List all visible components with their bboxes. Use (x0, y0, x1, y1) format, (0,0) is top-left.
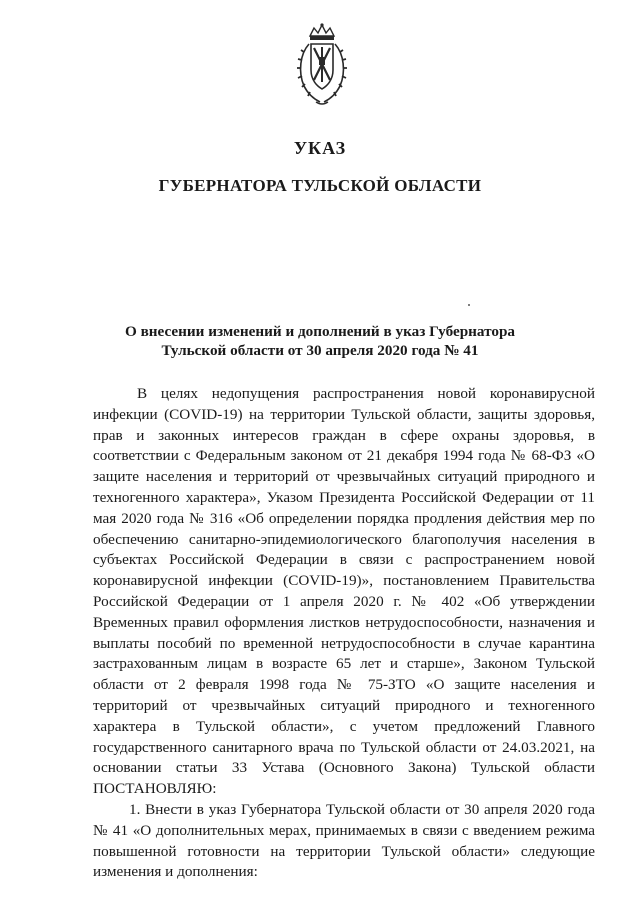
document-issuer: ГУБЕРНАТОРА ТУЛЬСКОЙ ОБЛАСТИ (158, 176, 482, 195)
document-body (93, 384, 595, 883)
document-title: УКАЗ (293, 138, 347, 158)
subject-line-2: Тульской области от 30 апреля 2020 года № 41 (161, 342, 479, 359)
clause-1-paragraph: 1. Внести в указ Губернатора Тульской области от 30 апреля 2020 года № 41 «О дополнительных мерах, принимаемых в связи с введением режима повышенной готовности на территории Тульской области» следующие изменения и дополнения: (93, 800, 595, 881)
preamble-paragraph: В целях недопущения распространения новой коронавирусной инфекции (COVID-19) на территории Тульской области, защиты здоровья, прав и законных интересов граждан в сфере охраны здоровья, в соответствии с Федеральным законом от 21 декабря 1994 года № 68-ФЗ «О защите населения и территорий от чрезвычайных ситуаций природного и техногенного характера», Указом Президента Российской Федерации от 11 мая 2020 года № 316 «Об определении порядка продления действия мер по обеспечению санитарно-эпидемиологического благополучия населения в субъектах Российской Федерации в связи с распространением новой коронавирусной инфекции (COVID-19)», постановлением Правительства Российской Федерации от 1 апреля 2020 г. № 402 «Об утверждении Временных правил оформления листков нетрудоспособности, назначения и выплаты пособий по временной нетрудоспособности в случае карантина застрахованным лицам в возрасте 65 лет и старше», Законом Тульской области от 2 февраля 1998 года № 75-ЗТО «О защите населения и территорий от чрезвычайных ситуаций природного и техногенного характера в Тульской области», с учетом предложений Главного государственного санитарного врача по Тульской области от 24.03.2021, на основании статьи 33 Устава (Основного Закона) Тульской области ПОСТАНОВЛЯЮ: (93, 385, 595, 798)
scan-speck (468, 304, 470, 306)
document-subject (100, 322, 540, 360)
coat-of-arms-icon (296, 22, 348, 106)
subject-line-1: О внесении изменений и дополнений в указ Губернатора (124, 323, 515, 340)
